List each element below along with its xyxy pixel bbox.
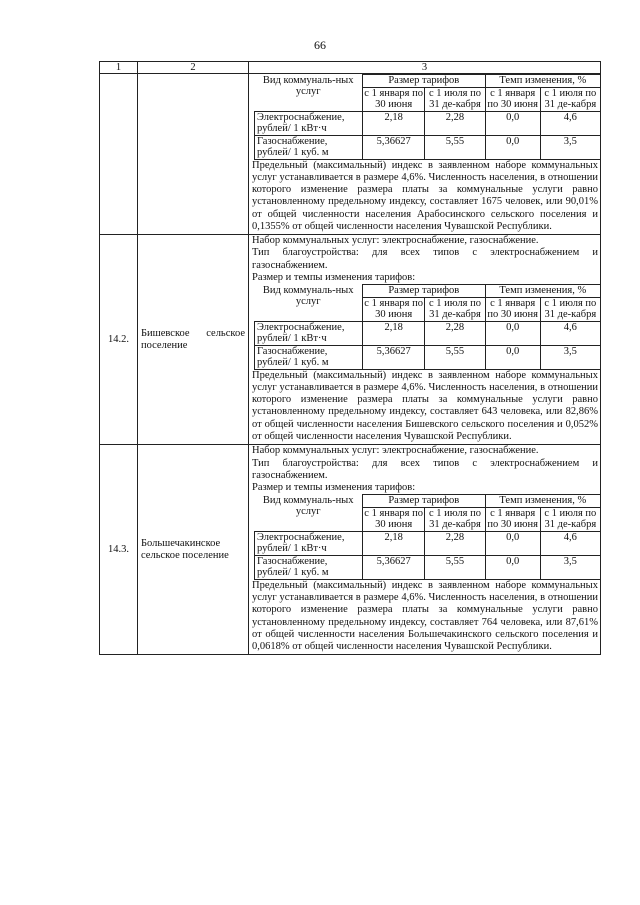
tariff-period-header: с 1 июля по 31 де-кабря <box>425 297 485 321</box>
tariff-value: 3,5 <box>540 345 600 369</box>
intro-line: Размер и темпы изменения тарифов: <box>252 271 416 283</box>
intro-line: Тип благоустройства: для всех типов с электроснабжением и газоснабжением. <box>252 457 598 481</box>
tariff-value: 2,18 <box>362 111 424 135</box>
tariff-value: 0,0 <box>485 345 540 369</box>
tariff-rate-header: Темп изменения, % <box>485 285 600 298</box>
tariff-value: 4,6 <box>540 321 600 345</box>
row-content <box>249 235 601 445</box>
tariff-kind: Электроснабжение, рублей/ 1 кВт·ч <box>255 111 363 135</box>
tariff-value: 5,36627 <box>362 555 424 579</box>
tariff-size-header: Размер тарифов <box>362 75 485 88</box>
row-content <box>249 74 601 235</box>
tariff-rate-header: Темп изменения, % <box>485 495 600 508</box>
tariff-value: 0,0 <box>485 135 540 159</box>
tariff-row <box>255 111 601 135</box>
tariff-row <box>255 531 601 555</box>
index-paragraph: Предельный (максимальный) индекс в заявленном наборе коммунальных услуг устанавливается в размере 4,6%. Численность населения, в отношении которого изменение размера платы за коммунальные услуги равно установленному предельному индексу, составляет 643 человека, или 82,86% от общей численности населения Бишевского сельского поселения и 0,052% от общей численности населения Чувашской Республики. <box>252 369 598 443</box>
column-header-2: 2 <box>138 62 249 74</box>
tariff-period-header: с 1 июля по 31 де-кабря <box>540 507 600 531</box>
intro-line: Набор коммунальных услуг: электроснабжение, газоснабжение. <box>252 235 539 247</box>
tariff-period-header: с 1 января по 30 июня <box>485 297 540 321</box>
tariff-period-header: с 1 июля по 31 де-кабря <box>425 87 485 111</box>
tariff-value: 3,5 <box>540 555 600 579</box>
tariff-kind: Газоснабжение, рублей/ 1 куб. м <box>255 135 363 159</box>
tariff-value: 2,28 <box>425 111 485 135</box>
table-row <box>100 235 601 445</box>
tariff-header-row <box>255 75 601 88</box>
tariff-value: 5,55 <box>425 555 485 579</box>
tariff-value: 2,18 <box>362 321 424 345</box>
tariff-value: 5,55 <box>425 135 485 159</box>
index-paragraph: Предельный (максимальный) индекс в заявленном наборе коммунальных услуг устанавливается в размере 4,6%. Численность населения, в отношении которого изменение размера платы за коммунальные услуги равно установленному предельному индексу, составляет 1675 человек, или 90,01% от общей численности населения Арабосинского сельского поселения и 0,1355% от общей численности населения Чувашской Республики. <box>252 159 598 232</box>
tariff-kind-header: Вид коммуналь-ных услуг <box>255 285 363 322</box>
column-number-row <box>100 62 601 74</box>
intro-line: Набор коммунальных услуг: электроснабжение, газоснабжение. <box>252 445 539 457</box>
tariff-row <box>255 135 601 159</box>
tariff-kind-header: Вид коммуналь-ных услуг <box>255 495 363 532</box>
tariff-row <box>255 345 601 369</box>
tariff-kind: Электроснабжение, рублей/ 1 кВт·ч <box>255 531 363 555</box>
page-number: 66 <box>314 38 326 52</box>
tariff-value: 2,18 <box>362 531 424 555</box>
intro-line: Размер и темпы изменения тарифов: <box>252 481 416 493</box>
tariff-value: 3,5 <box>540 135 600 159</box>
intro-line: Тип благоустройства: для всех типов с электроснабжением и газоснабжением. <box>252 247 598 271</box>
tariff-kind: Газоснабжение, рублей/ 1 куб. м <box>255 555 363 579</box>
row-number <box>100 74 138 235</box>
row-content <box>249 445 601 655</box>
tariff-period-header: с 1 января по 30 июня <box>485 507 540 531</box>
tariff-header-row <box>255 495 601 508</box>
tariff-value: 0,0 <box>485 555 540 579</box>
tariff-table <box>254 74 601 160</box>
tariff-kind: Электроснабжение, рублей/ 1 кВт·ч <box>255 321 363 345</box>
tariff-row <box>255 321 601 345</box>
tariff-value: 2,28 <box>425 531 485 555</box>
tariff-value: 5,36627 <box>362 135 424 159</box>
tariff-period-header: с 1 июля по 31 де-кабря <box>425 507 485 531</box>
column-header-1: 1 <box>100 62 138 74</box>
tariff-kind-header: Вид коммуналь-ных услуг <box>255 75 363 112</box>
tariff-row <box>255 555 601 579</box>
tariff-table <box>254 284 601 370</box>
tariff-rate-header: Темп изменения, % <box>485 75 600 88</box>
tariff-period-header: с 1 января по 30 июня <box>364 297 423 321</box>
tariff-size-header: Размер тарифов <box>362 495 485 508</box>
tariff-value: 0,0 <box>485 111 540 135</box>
settlement-name <box>138 74 249 235</box>
tariff-header-row <box>255 285 601 298</box>
tariff-period-header: с 1 января по 30 июня <box>364 507 423 531</box>
tariff-period-header: с 1 января по 30 июня <box>485 87 540 111</box>
tariff-period-header: с 1 января по 30 июня <box>364 87 423 110</box>
tariff-value: 5,36627 <box>362 345 424 369</box>
row-number: 14.3. <box>100 445 138 655</box>
row-number: 14.2. <box>100 235 138 445</box>
tariff-size-header: Размер тарифов <box>362 285 485 298</box>
settlement-name: Бишевское сельское поселение <box>138 235 249 445</box>
index-paragraph: Предельный (максимальный) индекс в заявленном наборе коммунальных услуг устанавливается в размере 4,6%. Численность населения, в отношении которого изменение размера платы за коммунальные услуги равно установленному предельному индексу, составляет 764 человека, или 87,61% от общей численности населения Большечакинского сельского поселения и 0,0618% от общей численности населения Чувашской Республики. <box>252 579 598 653</box>
tariff-period-header: с 1 июля по 31 де-кабря <box>540 87 600 111</box>
tariff-kind: Газоснабжение, рублей/ 1 куб. м <box>255 345 363 369</box>
tariff-period-header: с 1 июля по 31 де-кабря <box>540 297 600 321</box>
tariff-value: 4,6 <box>540 531 600 555</box>
tariff-value: 5,55 <box>425 345 485 369</box>
column-header-3: 3 <box>249 62 601 74</box>
tariff-value: 0,0 <box>485 321 540 345</box>
tariff-table <box>254 494 601 580</box>
tariff-value: 4,6 <box>540 111 600 135</box>
table-row <box>100 445 601 655</box>
table-row <box>100 74 601 235</box>
tariff-value: 0,0 <box>485 531 540 555</box>
rows-body <box>100 74 601 655</box>
tariff-value: 2,28 <box>425 321 485 345</box>
settlement-name: Большечакинское сельское поселение <box>138 445 249 655</box>
main-table <box>99 61 601 655</box>
